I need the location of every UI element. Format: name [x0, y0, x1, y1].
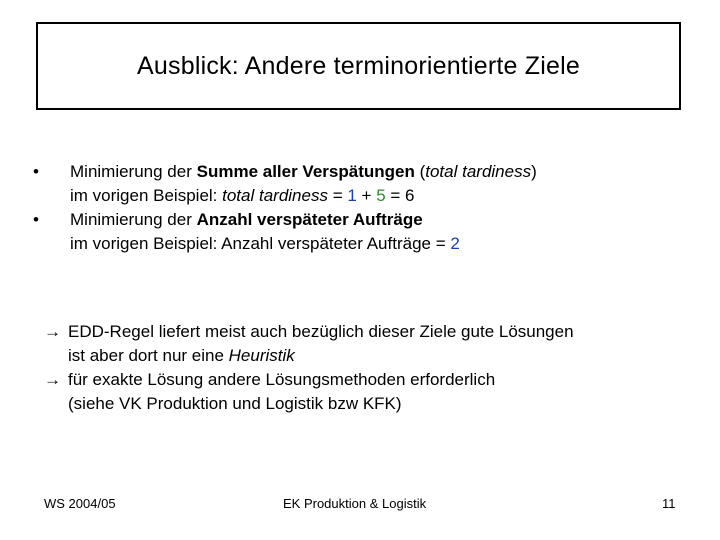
bullet-text: = 6: [385, 186, 415, 205]
bullet-text: (: [414, 162, 426, 181]
bullet-text: Minimierung der: [70, 210, 197, 229]
bullet-text: ): [531, 162, 537, 181]
bullet-icon: •: [33, 162, 39, 181]
conclusion-line: EDD-Regel liefert meist auch bezüglich dieser Ziele gute Lösungen: [68, 322, 574, 341]
conclusion-item-edd: [44, 320, 684, 368]
title-box: [36, 22, 681, 110]
conclusion-item-exact: [44, 368, 684, 416]
bullet-bold-text: Summe aller Verspätungen: [196, 162, 415, 181]
bullet-list: [30, 160, 690, 256]
bullet-bold-text: Anzahl verspäteter Aufträge: [196, 210, 423, 229]
bullet-item-late-orders: [30, 208, 690, 256]
bullet-text: im vorigen Beispiel: Anzahl verspäteter Aufträge =: [70, 234, 451, 253]
footer-course: EK Produktion & Logistik: [283, 496, 427, 511]
bullet-text: =: [327, 186, 348, 205]
bullet-line: [70, 208, 690, 232]
bullet-line: [70, 184, 690, 208]
conclusion-text: ist aber dort nur eine: [68, 346, 229, 365]
bullet-italic-text: total tardiness: [425, 162, 532, 181]
footer-page-number: 11: [662, 496, 676, 511]
bullet-line: [70, 160, 690, 184]
arrow-right-icon: →: [44, 322, 61, 341]
bullet-text: im vorigen Beispiel:: [70, 186, 223, 205]
slide-title: Ausblick: Andere terminorientierte Ziele: [137, 51, 580, 80]
conclusion-line: für exakte Lösung andere Lösungsmethoden erforderlich: [68, 370, 496, 389]
bullet-text: Minimierung der: [70, 162, 197, 181]
value-blue: 2: [450, 234, 460, 253]
conclusion-list: [44, 320, 684, 416]
bullet-line: [70, 232, 690, 256]
value-blue: 1: [347, 186, 357, 205]
conclusion-line: [68, 344, 684, 368]
arrow-right-icon: →: [44, 370, 61, 389]
bullet-text: +: [356, 186, 377, 205]
conclusion-line: (siehe VK Produktion und Logistik bzw KFK): [68, 394, 402, 413]
value-green: 5: [376, 186, 386, 205]
bullet-item-total-tardiness: [30, 160, 690, 208]
bullet-italic-text: total tardiness: [222, 186, 328, 205]
footer-semester: WS 2004/05: [44, 496, 116, 511]
conclusion-italic-text: Heuristik: [228, 346, 295, 365]
bullet-icon: •: [33, 210, 39, 229]
